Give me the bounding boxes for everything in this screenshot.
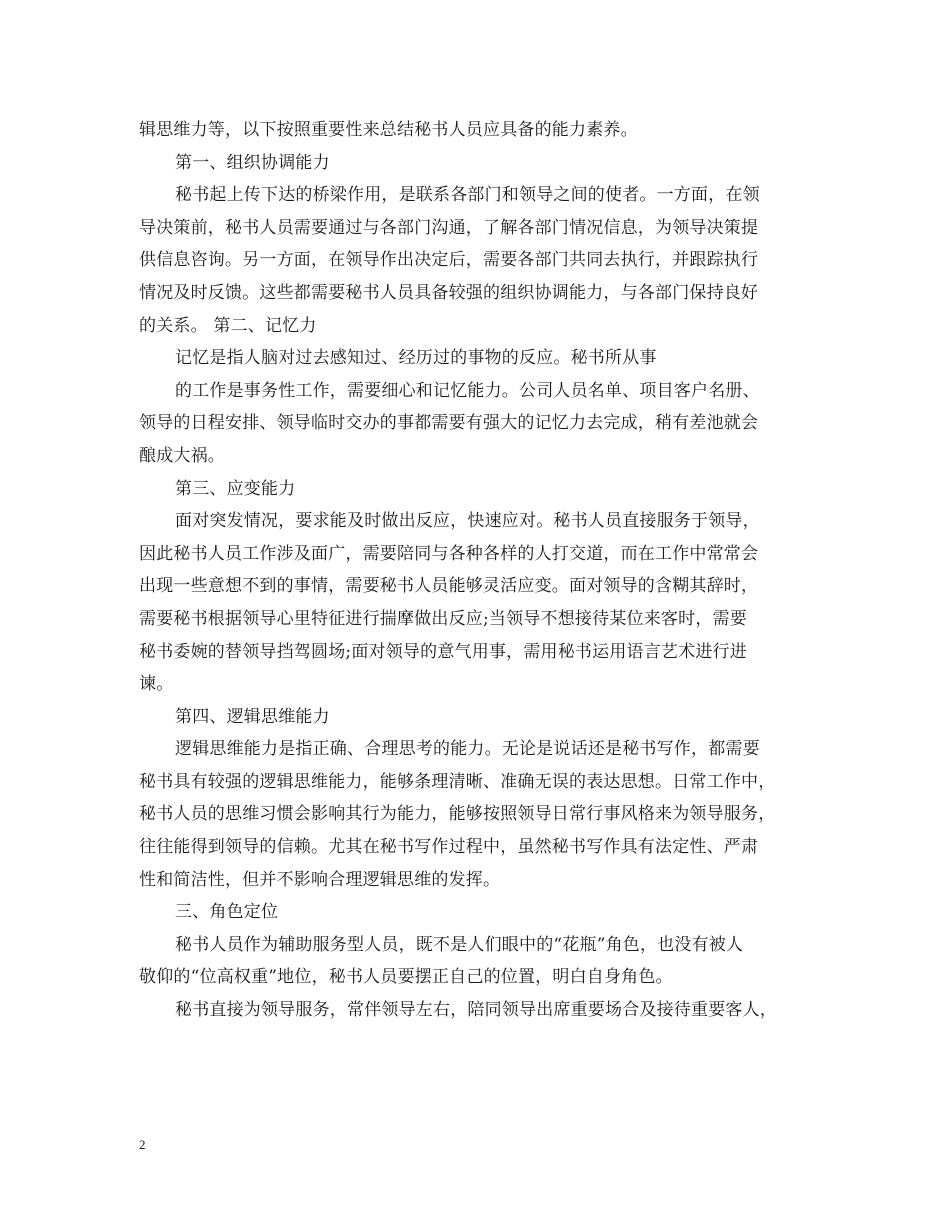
- text-line: 敬仰的“位高权重”地位，秘书人员要摆正自己的位置，明白自身角色。: [139, 967, 673, 988]
- text-line: 领导的日程安排、领导临时交办的事都需要有强大的记忆力去完成，稍有差池就会: [139, 413, 759, 434]
- text-line: 秘书人员作为辅助服务型人员，既不是人们眼中的“花瓶”角色，也没有被人: [175, 934, 744, 955]
- text-line: 情况及时反馈。这些都需要秘书人员具备较强的组织协调能力，与各部门保持良好: [139, 282, 759, 303]
- text-line: 导决策前，秘书人员需要通过与各部门沟通，了解各部门情况信息，为领导决策提: [139, 217, 759, 238]
- text-line: 性和简洁性，但并不影响合理逻辑思维的发挥。: [139, 869, 501, 890]
- section-heading: 第一、组织协调能力: [175, 152, 330, 173]
- text-line: 酿成大祸。: [139, 445, 225, 466]
- text-line: 的工作是事务性工作，需要细心和记忆能力。公司人员名单、项目客户名册、: [175, 380, 760, 401]
- text-line: 秘书委婉的替领导挡驾圆场;面对领导的意气用事，需用秘书运用语言艺术进行进: [139, 641, 747, 662]
- section-heading: 第三、应变能力: [175, 478, 296, 499]
- text-line: 秘书人员的思维习惯会影响其行为能力，能够按照领导日常行事风格来为领导服务，: [139, 804, 776, 825]
- text-line: 秘书直接为领导服务，常伴领导左右，陪同领导出席重要场合及接待重要客人，: [175, 1000, 777, 1021]
- page-number: 2: [139, 1137, 146, 1152]
- text-line: 因此秘书人员工作涉及面广，需要陪同与各种各样的人打交道，而在工作中常常会: [139, 543, 759, 564]
- text-line: 谏。: [139, 674, 174, 695]
- text-line: 往往能得到领导的信赖。尤其在秘书写作过程中，虽然秘书写作具有法定性、严肃: [139, 837, 759, 858]
- text-line: 出现一些意想不到的事情，需要秘书人员能够灵活应变。面对领导的含糊其辞时，: [139, 576, 759, 597]
- body-text: [139, 114, 829, 1027]
- section-heading: 三、角色定位: [175, 902, 279, 923]
- text-line: 辑思维力等，以下按照重要性来总结秘书人员应具备的能力素养。: [139, 120, 638, 140]
- text-line: 秘书具有较强的逻辑思维能力，能够条理清晰、准确无误的表达思想。日常工作中，: [139, 771, 776, 792]
- text-line: 面对突发情况，要求能及时做出反应，快速应对。秘书人员直接服务于领导，: [175, 511, 760, 532]
- text-line: 需要秘书根据领导心里特征进行揣摩做出反应;当领导不想接待某位来客时，需要: [139, 608, 747, 629]
- text-line: 的关系。 第二、记忆力: [139, 315, 317, 336]
- text-line: 逻辑思维能力是指正确、合理思考的能力。无论是说话还是秘书写作，都需要: [175, 739, 760, 760]
- text-line: 记忆是指人脑对过去感知过、经历过的事物的反应。秘书所从事: [175, 348, 657, 369]
- text-line: 供信息咨询。另一方面，在领导作出决定后，需要各部门共同去执行，并跟踪执行: [139, 250, 759, 271]
- text-line: 秘书起上传下达的桥梁作用，是联系各部门和领导之间的使者。一方面，在领: [175, 185, 760, 206]
- section-heading: 第四、逻辑思维能力: [175, 706, 330, 727]
